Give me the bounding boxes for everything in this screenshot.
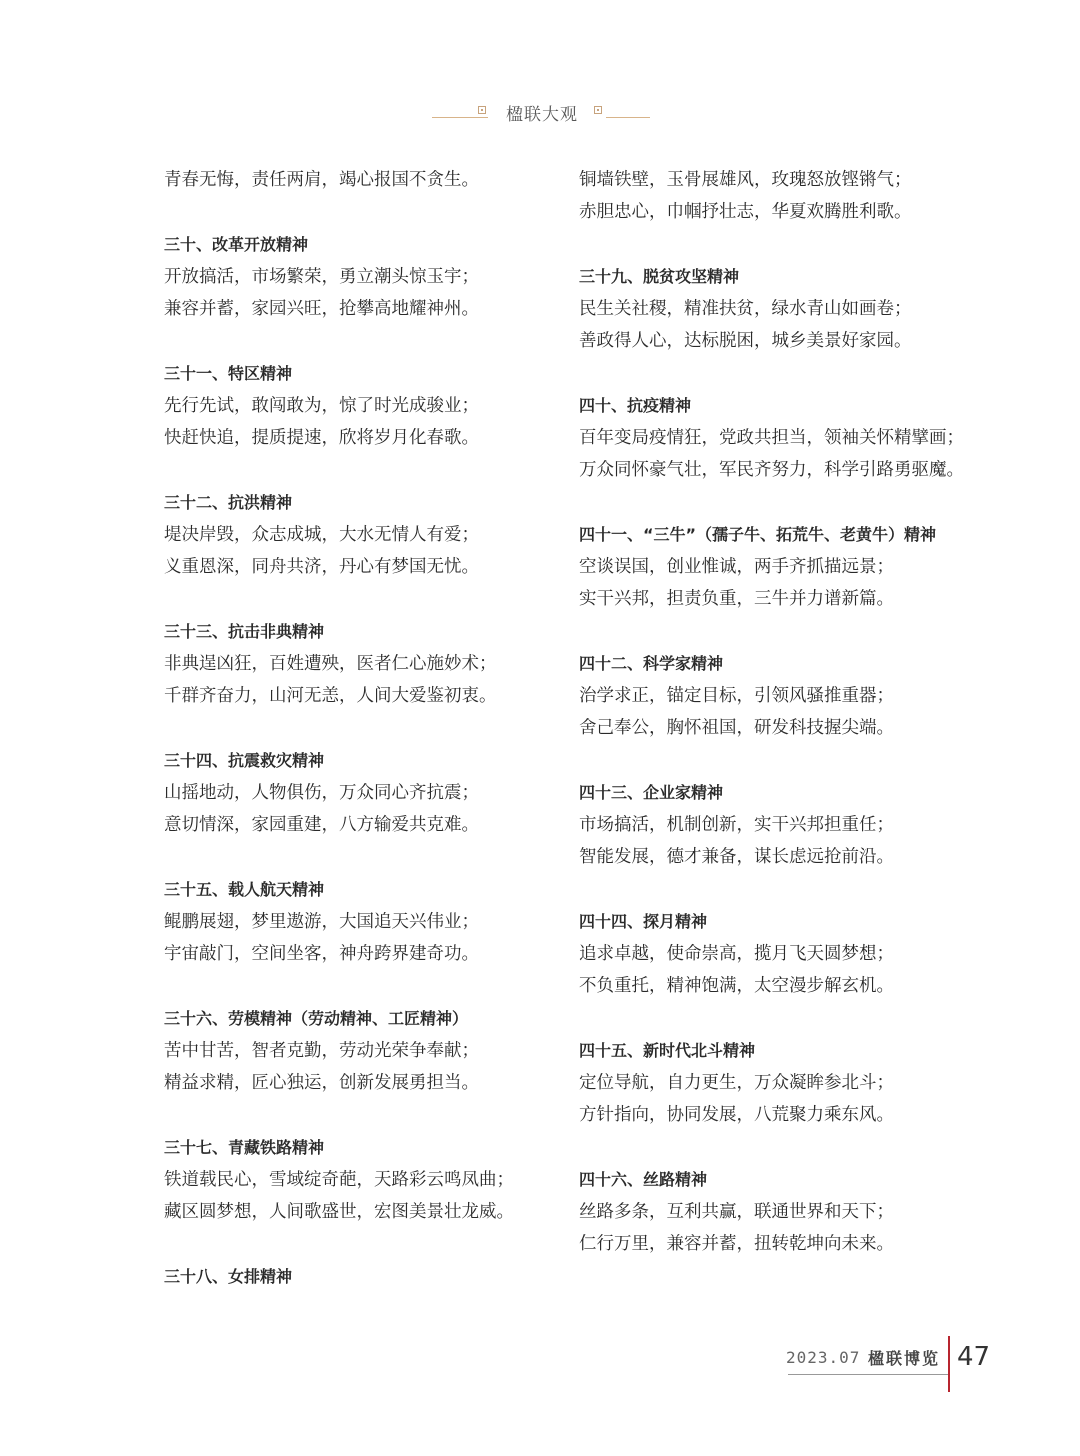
couplet-heading: 三十五、载人航天精神 xyxy=(164,880,325,899)
stanza-gap xyxy=(579,744,969,777)
stanza-gap xyxy=(579,1131,969,1164)
page-number: 47 xyxy=(957,1342,991,1372)
section-title: 楹联大观 xyxy=(506,105,578,125)
couplet-line: 快赶快追，提质提速，欣将岁月化春歌。 xyxy=(164,428,479,448)
magazine-name: 楹联博览 xyxy=(868,1349,941,1368)
stanza-gap xyxy=(164,583,554,616)
stanza-gap xyxy=(164,970,554,1003)
couplet-heading: 四十、抗疫精神 xyxy=(579,396,692,415)
couplet-line: 非典逞凶狂，百姓遭殃，医者仁心施妙术； xyxy=(164,654,497,674)
couplet-line: 宇宙敲门，空间坐客，神舟跨界建奇功。 xyxy=(164,944,479,964)
left-column xyxy=(164,164,554,1293)
couplet-line: 鲲鹏展翅，梦里遨游，大国追天兴伟业； xyxy=(164,912,479,932)
couplet-heading: 三十三、抗击非典精神 xyxy=(164,622,325,641)
couplet-line: 百年变局疫情狂，党政共担当，领袖关怀精擘画； xyxy=(579,428,964,448)
stanza-gap xyxy=(579,1002,969,1035)
couplet-line: 善政得人心，达标脱困，城乡美景好家园。 xyxy=(579,331,912,351)
header-ornament-left-icon xyxy=(478,106,486,114)
couplet-line: 治学求正，锚定目标，引领风骚推重器； xyxy=(579,686,894,706)
stanza-gap xyxy=(164,454,554,487)
couplet-heading: 四十三、企业家精神 xyxy=(579,783,724,802)
issue-date: 2023.07 xyxy=(786,1348,861,1367)
couplet-heading: 三十二、抗洪精神 xyxy=(164,493,293,512)
couplet-heading: 四十二、科学家精神 xyxy=(579,654,724,673)
stanza-gap xyxy=(579,486,969,519)
right-column xyxy=(579,164,969,1260)
couplet-line: 开放搞活，市场繁荣，勇立潮头惊玉宇； xyxy=(164,267,479,287)
couplet-heading: 三十九、脱贫攻坚精神 xyxy=(579,267,740,286)
couplet-line: 赤胆忠心，巾帼抒壮志，华夏欢腾胜利歌。 xyxy=(579,202,912,222)
couplet-line: 先行先试，敢闯敢为，惊了时光成骏业； xyxy=(164,396,479,416)
page-footer xyxy=(0,1336,1080,1396)
couplet-line: 藏区圆梦想，人间歌盛世，宏图美景壮龙威。 xyxy=(164,1202,514,1222)
header-rule-right xyxy=(606,117,650,118)
header-rule-left xyxy=(432,117,488,118)
couplet-line: 山摇地动，人物俱伤，万众同心齐抗震； xyxy=(164,783,479,803)
couplet-line: 空谈误国，创业惟诚，两手齐抓描远景； xyxy=(579,557,894,577)
couplet-line: 民生关社稷，精准扶贫，绿水青山如画卷； xyxy=(579,299,912,319)
couplet-line: 方针指向，协同发展，八荒聚力乘东风。 xyxy=(579,1105,894,1125)
stanza-gap xyxy=(164,1228,554,1261)
stanza-gap xyxy=(164,196,554,229)
couplet-line: 精益求精，匠心独运，创新发展勇担当。 xyxy=(164,1073,479,1093)
couplet-line: 仁行万里，兼容并蓄，扭转乾坤向未来。 xyxy=(579,1234,894,1254)
couplet-line: 意切情深，家园重建，八方输爱共克难。 xyxy=(164,815,479,835)
couplet-line: 铜墙铁壁，玉骨展雄风，玫瑰怒放铿锵气； xyxy=(579,170,912,190)
couplet-heading: 四十一、“三牛”（孺子牛、拓荒牛、老黄牛）精神 xyxy=(579,525,937,544)
couplet-heading: 三十四、抗震救灾精神 xyxy=(164,751,325,770)
stanza-gap xyxy=(579,873,969,906)
stanza-gap xyxy=(164,712,554,745)
header-ornament-right-icon xyxy=(594,106,602,114)
stanza-gap xyxy=(579,357,969,390)
couplet-line: 不负重托，精神饱满，太空漫步解玄机。 xyxy=(579,976,894,996)
couplet-line: 万众同怀豪气壮，军民齐努力，科学引路勇驱魔。 xyxy=(579,460,964,480)
couplet-line: 堤决岸毁，众志成城，大水无情人有爱； xyxy=(164,525,479,545)
footer-rule xyxy=(788,1374,948,1375)
stanza-gap xyxy=(164,325,554,358)
couplet-heading: 三十一、特区精神 xyxy=(164,364,293,383)
couplet-line: 义重恩深，同舟共济，丹心有梦国无忧。 xyxy=(164,557,479,577)
stanza-gap xyxy=(164,841,554,874)
couplet-heading: 四十五、新时代北斗精神 xyxy=(579,1041,756,1060)
couplet-line: 兼容并蓄，家园兴旺，抢攀高地耀神州。 xyxy=(164,299,479,319)
couplet-line: 市场搞活，机制创新，实干兴邦担重任； xyxy=(579,815,894,835)
couplet-line: 丝路多条，互利共赢，联通世界和天下； xyxy=(579,1202,894,1222)
stanza-gap xyxy=(164,1099,554,1132)
couplet-heading: 四十四、探月精神 xyxy=(579,912,708,931)
couplet-heading: 三十、改革开放精神 xyxy=(164,235,309,254)
couplet-line: 追求卓越，使命崇高，揽月飞天圆梦想； xyxy=(579,944,894,964)
couplet-line: 定位导航，自力更生，万众凝眸参北斗； xyxy=(579,1073,894,1093)
couplet-line: 舍己奉公，胸怀祖国，研发科技握尖端。 xyxy=(579,718,894,738)
stanza-gap xyxy=(579,615,969,648)
couplet-heading: 四十六、丝路精神 xyxy=(579,1170,708,1189)
couplet-heading: 三十六、劳模精神（劳动精神、工匠精神） xyxy=(164,1009,469,1028)
footer-accent-bar xyxy=(948,1336,950,1392)
page-header xyxy=(0,96,1080,128)
stanza-gap xyxy=(579,228,969,261)
couplet-line: 铁道载民心，雪域绽奇葩，天路彩云鸣凤曲； xyxy=(164,1170,514,1190)
couplet-line: 青春无悔，责任两肩，竭心报国不贪生。 xyxy=(164,170,479,190)
couplet-line: 实干兴邦，担责负重，三牛并力谱新篇。 xyxy=(579,589,894,609)
couplet-line: 智能发展，德才兼备，谋长虑远抢前沿。 xyxy=(579,847,894,867)
couplet-heading: 三十八、女排精神 xyxy=(164,1267,293,1286)
couplet-line: 千群齐奋力，山河无恙，人间大爱鉴初衷。 xyxy=(164,686,497,706)
couplet-line: 苦中甘苦，智者克勤，劳动光荣争奉献； xyxy=(164,1041,479,1061)
couplet-heading: 三十七、青藏铁路精神 xyxy=(164,1138,325,1157)
